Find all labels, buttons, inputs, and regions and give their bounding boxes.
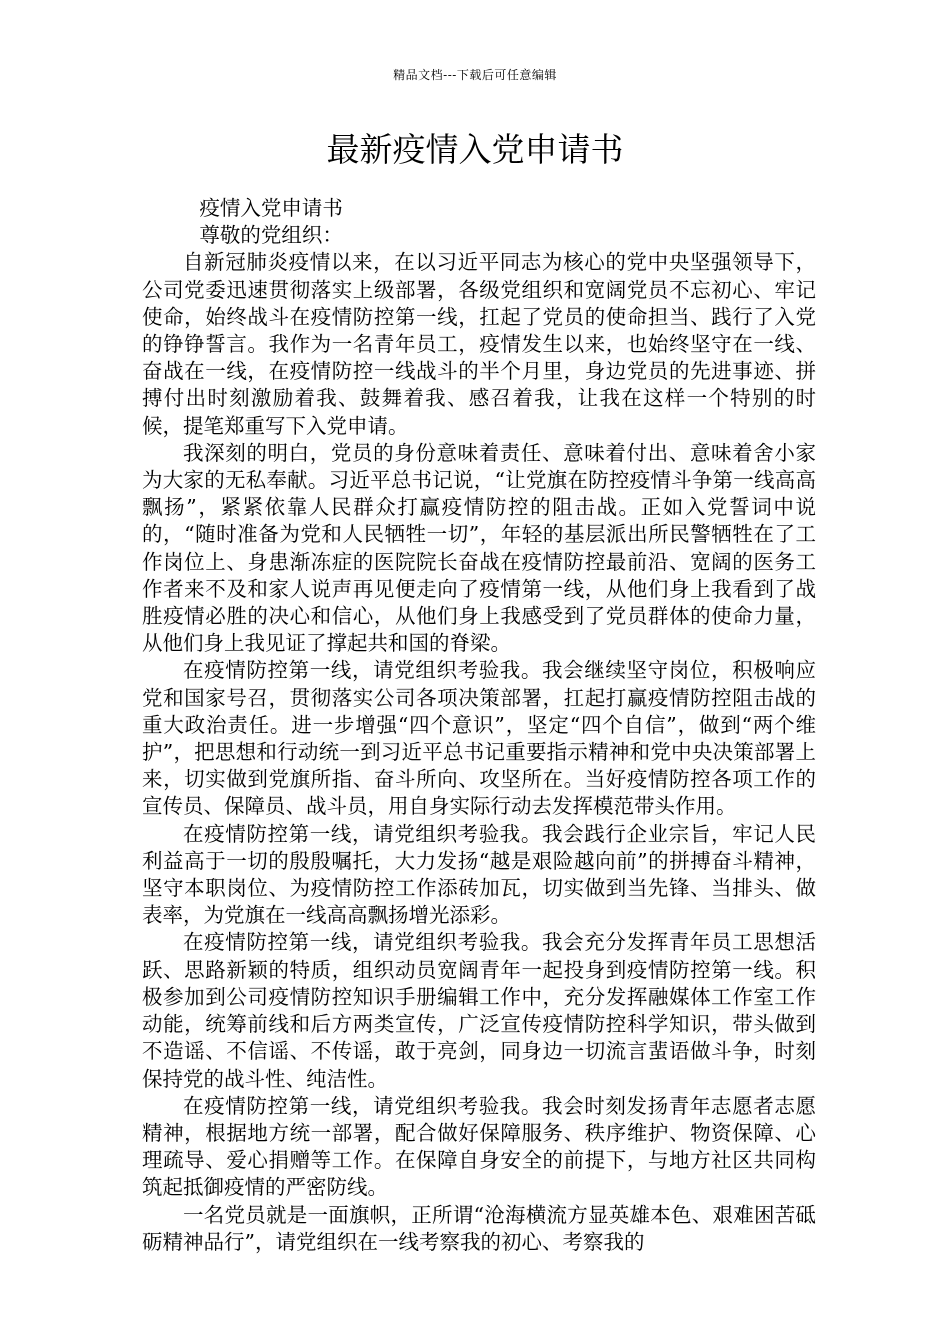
paragraph: 一名党员就是一面旗帜，正所谓“沧海横流方显英雄本色、艰难困苦砥砺精神品行”，请党组织在一线考察我的初心、考察我的 xyxy=(142,1202,816,1254)
paragraph: 在疫情防控第一线，请党组织考验我。我会时刻发扬青年志愿者志愿精神，根据地方统一部署，配合做好保障服务、秩序维护、物资保障、心理疏导、爱心捐赠等工作。在保障自身安全的前提下，与地方社区共同构筑起抵御疫情的严密防线。 xyxy=(142,1093,816,1200)
salutation: 尊敬的党组织： xyxy=(199,223,343,248)
paragraph: 自新冠肺炎疫情以来，在以习近平同志为核心的党中央坚强领导下，公司党委迅速贯彻落实上级部署，各级党组织和宽阔党员不忘初心、牢记使命，始终战斗在疫情防控第一线，扛起了党员的使命担当、践行了入党的铮铮誓言。我作为一名青年员工，疫情发生以来，也始终坚守在一线、奋战在一线，在疫情防控一线战斗的半个月里，身边党员的先进事迹、拼搏付出时刻激励着我、鼓舞着我、感召着我，让我在这样一个特别的时候，提笔郑重写下入党申请。 xyxy=(142,250,816,438)
header-note: 精品文档---下载后可任意编辑 xyxy=(393,68,557,82)
paragraph: 在疫情防控第一线，请党组织考验我。我会践行企业宗旨，牢记人民利益高于一切的殷殷嘱托，大力发扬“越是艰险越向前”的拼搏奋斗精神，坚守本职岗位、为疫情防控工作添砖加瓦，切实做到当先锋、当排头、做表率，为党旗在一线高高飘扬增光添彩。 xyxy=(142,821,816,928)
paragraph: 在疫情防控第一线，请党组织考验我。我会继续坚守岗位，积极响应党和国家号召，贯彻落实公司各项决策部署，扛起打赢疫情防控阻击战的重大政治责任。进一步增强“四个意识”，坚定“四个自信”，做到“两个维护”，把思想和行动统一到习近平总书记重要指示精神和党中央决策部署上来，切实做到党旗所指、奋斗所向、攻坚所在。当好疫情防控各项工作的宣传员、保障员、战斗员，用自身实际行动去发挥模范带头作用。 xyxy=(142,658,816,819)
document-title: 最新疫情入党申请书 xyxy=(326,130,624,169)
paragraph: 在疫情防控第一线，请党组织考验我。我会充分发挥青年员工思想活跃、思路新颖的特质，组织动员宽阔青年一起投身到疫情防控第一线。积极参加到公司疫情防控知识手册编辑工作中，充分发挥融媒体工作室工作动能，统筹前线和后方两类宣传，广泛宣传疫情防控科学知识，带头做到不造谣、不信谣、不传谣，敢于亮剑，同身边一切流言蜚语做斗争，时刻保持党的战斗性、纯洁性。 xyxy=(142,930,816,1091)
paragraph: 我深刻的明白，党员的身份意味着责任、意味着付出、意味着舍小家为大家的无私奉献。习近平总书记说，“让党旗在防控疫情斗争第一线高高飘扬”，紧紧依靠人民群众打赢疫情防控的阻击战。正如入党誓词中说的，“随时准备为党和人民牺牲一切”，年轻的基层派出所民警牺牲在了工作岗位上、身患渐冻症的医院院长奋战在疫情防控最前沿、宽阔的医务工作者来不及和家人说声再见便走向了疫情第一线，从他们身上我看到了战胜疫情必胜的决心和信心，从他们身上我感受到了党员群体的使命力量，从他们身上我见证了撑起共和国的脊梁。 xyxy=(142,440,816,656)
document-body xyxy=(142,195,816,1256)
document-subtitle: 疫情入党申请书 xyxy=(199,196,343,220)
